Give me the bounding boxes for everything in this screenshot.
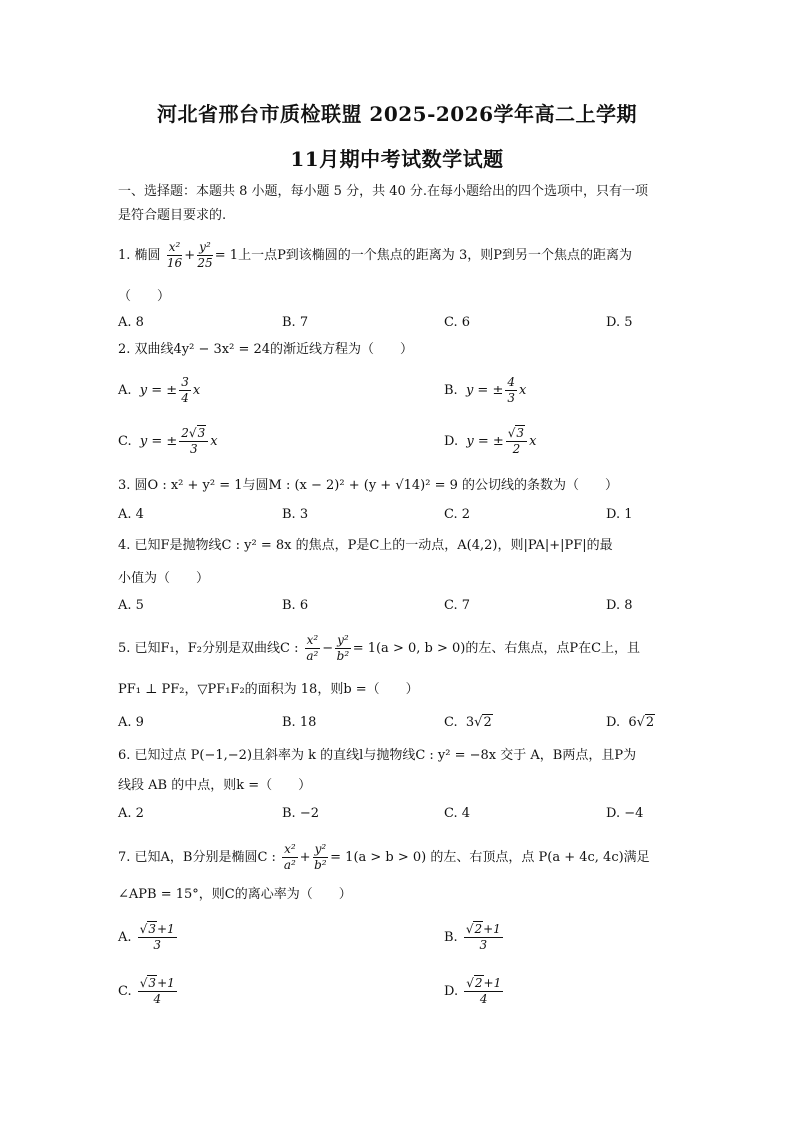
q4-stem-2: 小值为（ ） (118, 571, 210, 586)
q7-option-d: D. $\frac{√2+1}{4}$ (444, 976, 502, 1006)
q5-option-c: C. 3√2 (444, 715, 492, 730)
q7-stem-1: 7. 已知A，B分别是椭圆C : $\frac{\text{x²}}{\text{a²}}$ + $\frac{\text{y²}}{\text{b²}}$ = 1(a > b > 0) 的左、右顶点，点 P(a + 4c, 4c)满足 (118, 842, 650, 872)
q6-option-a: A. 2 (118, 806, 144, 821)
q7-option-b: B. $\frac{√2+1}{3}$ (444, 922, 501, 952)
q5-stem-2: PF₁ ⊥ PF₂，▽PF₁F₂的面积为 18，则b =（ ） (118, 682, 419, 697)
q7-option-a-label: A. (118, 930, 132, 945)
q4-option-b: B. 6 (282, 598, 309, 613)
q7-option-c-label: C. (118, 984, 132, 999)
q7-option-d-label: D. (444, 984, 459, 999)
q7-stem-1b: = 1(a > b > 0) 的左、右顶点，点 P(a + 4c, 4c)满足 (330, 850, 650, 865)
q5-option-b: B. 18 (282, 715, 317, 730)
exam-title-line2: 11月期中考试数学试题 (290, 147, 504, 171)
q1-frac-x: $\frac{\text{x²}}{16}$ (166, 240, 183, 270)
q7-stem-2: ∠APB = 15°，则C的离心率为（ ） (118, 887, 352, 902)
q7-option-b-label: B. (444, 930, 458, 945)
q6-option-b: B. −2 (282, 806, 319, 821)
q4-option-c: C. 7 (444, 598, 471, 613)
q2-option-d-label: D. (444, 434, 459, 449)
q7-option-c: C. $\frac{√3+1}{4}$ (118, 976, 175, 1006)
q7-stem-1a: 7. 已知A，B分别是椭圆C : (118, 850, 276, 865)
q5-stem-1b: = 1(a > 0, b > 0)的左、右焦点，点P在C上，且 (352, 641, 641, 656)
q5-option-c-label: C. (444, 715, 458, 730)
section-intro-1: 一、选择题：本题共 8 小题，每小题 5 分，共 40 分.在每小题给出的四个选项中，只有一项 (118, 184, 649, 199)
q4-option-d: D. 8 (606, 598, 633, 613)
q2-option-d: D. y = ± $\frac{√3}{2}$ x (444, 426, 537, 456)
q1-option-b: B. 7 (282, 315, 309, 330)
q2-option-a: A. y = ± $\frac{3}{4}$ x (118, 375, 201, 405)
q1-stem: 1. 椭圆 $\frac{\text{x²}}{16}$ + $\frac{\text{y²}}{25}$ = 1上一点P到该椭圆的一个焦点的距离为 3，则P到另一个焦点的距离为 (118, 240, 632, 270)
q2-stem: 2. 双曲线4y² − 3x² = 24的渐近线方程为（ ） (118, 342, 414, 357)
q2-option-c-label: C. (118, 434, 132, 449)
exam-title-line1: 河北省邢台市质检联盟 2025-2026学年高二上学期 (156, 102, 638, 126)
q3-option-c: C. 2 (444, 507, 471, 522)
q5-option-d: D. 6√2 (606, 715, 655, 730)
q1-tail: 上一点P到该椭圆的一个焦点的距离为 3，则P到另一个焦点的距离为 (238, 248, 632, 263)
q1-option-a: A. 8 (118, 315, 144, 330)
q5-option-d-label: D. (606, 715, 621, 730)
q7-option-a: A. $\frac{√3+1}{3}$ (118, 922, 175, 952)
q5-stem-1a: 5. 已知F₁，F₂分别是双曲线C : (118, 641, 299, 656)
q6-stem-1: 6. 已知过点 P(−1,−2)且斜率为 k 的直线l与抛物线C : y² = −8x 交于 A，B两点，且P为 (118, 748, 637, 763)
q3-option-a: A. 4 (118, 507, 144, 522)
q6-option-d: D. −4 (606, 806, 644, 821)
q3-stem: 3. 圆O : x² + y² = 1与圆M : (x − 2)² + (y + √14)² = 9 的公切线的条数为（ ） (118, 478, 618, 493)
q5-stem-1: 5. 已知F₁，F₂分别是双曲线C : $\frac{\text{x²}}{\text{a²}}$ − $\frac{\text{y²}}{\text{b²}}$ = 1(a > 0, b > 0)的左、右焦点，点P在C上，且 (118, 633, 641, 663)
q1-option-c: C. 6 (444, 315, 471, 330)
section-intro-2: 是符合题目要求的. (118, 208, 227, 223)
q2-option-b-label: B. (444, 383, 458, 398)
q1-option-d: D. 5 (606, 315, 633, 330)
q2-option-c: C. y = ± $\frac{2√3}{3}$ x (118, 426, 218, 456)
q6-option-c: C. 4 (444, 806, 471, 821)
q3-option-b: B. 3 (282, 507, 309, 522)
q4-option-a: A. 5 (118, 598, 144, 613)
q1-paren: （ ） (118, 289, 171, 304)
q3-option-d: D. 1 (606, 507, 633, 522)
q1-frac-y: $\frac{\text{y²}}{25}$ (197, 240, 213, 270)
q6-stem-2: 线段 AB 的中点，则k =（ ） (118, 778, 312, 793)
q5-option-a: A. 9 (118, 715, 144, 730)
q4-stem-1: 4. 已知F是抛物线C : y² = 8x 的焦点，P是C上的一动点，A(4,2)，则|PA|+|PF|的最 (118, 538, 613, 553)
q1-prefix: 1. 椭圆 (118, 248, 161, 263)
q2-option-a-label: A. (118, 383, 132, 398)
q2-option-b: B. y = ± $\frac{4}{3}$ x (444, 375, 527, 405)
